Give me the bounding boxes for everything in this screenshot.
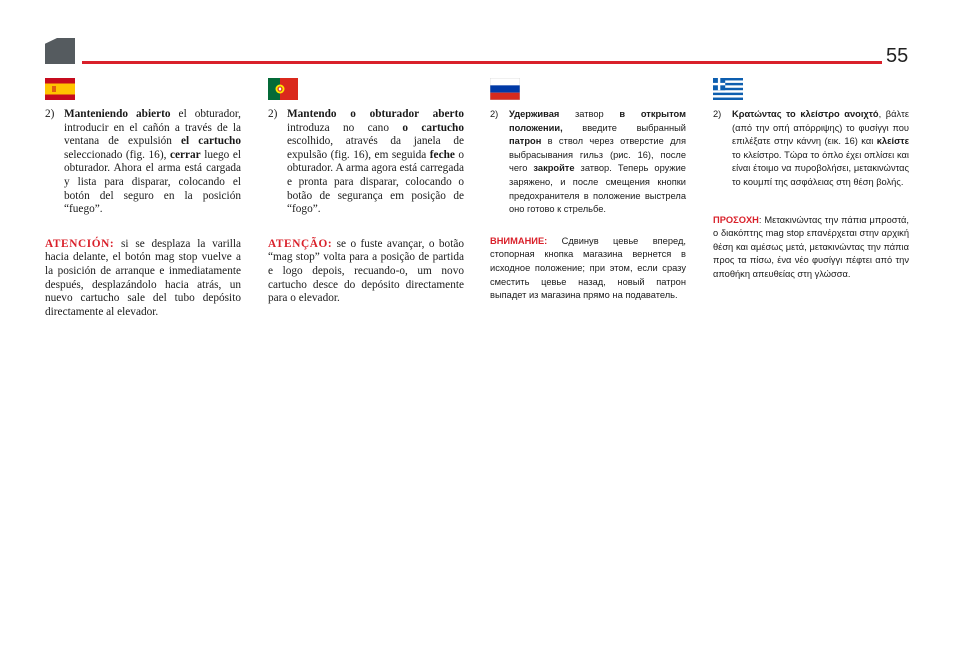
warning-label: ΠΡΟΣΟΧΗ bbox=[713, 214, 759, 225]
warning-paragraph: ВНИМАНИЕ: Сдвинув цевье вперед, стопорная кнопка магазина вернется в исходное положение; при этом, если сразу сместить цевье назад, новый патрон выпадет из магазина прямо на подаватель. bbox=[490, 235, 686, 301]
portugal-flag-icon bbox=[268, 78, 298, 100]
step-paragraph: 2) Mantendo o obturador aberto introduza no cano o cartucho escolhido, através da janela de expulsão (fig. 16), em seguida feche o obturador. A arma agora está carregada e pronta para disparar, colocando o botão de segurança em posição de “fogo”. bbox=[268, 108, 464, 216]
russia-flag-icon bbox=[490, 78, 520, 100]
step-paragraph: 2) Κρατώντας το κλείστρο ανοιχτό, βάλτε (από την οπή απόρριψης) το φυσίγγι που επιλέξατε στην κάννη (εικ. 16) και κλείστε το κλείστρο. Τώρα το όπλο έχει οπλίσει και είναι έτοιμο να πυροβολήσει, μετακινώντας το κουμπί της ασφάλειας στη θέση βολής. bbox=[713, 109, 909, 187]
column-russian bbox=[490, 78, 686, 303]
brand-logo bbox=[45, 38, 75, 64]
warning-paragraph: ATENÇÃO: se o fuste avançar, o botão “mag stop” volta para a posição de partida e logo depois, recuando-o, um novo cartucho desce do depósito directamente para o elevador. bbox=[268, 237, 464, 305]
warning-paragraph: ATENCIÓN: si se desplaza la varilla hacia delante, el botón mag stop vuelve a la posición de arranque e inmediatamente después, desplazándolo hacia atrás, un nuevo cartucho sale del tubo depósito directamente al elevador. bbox=[45, 237, 241, 318]
page-number: 55 bbox=[886, 45, 909, 67]
spain-flag-icon bbox=[45, 78, 75, 100]
step-paragraph: 2) Удерживая затвор в открытом положении, введите выбранный патрон в ствол через отверстие для выбрасывания гильз (рис. 16), после чего закройте затвор. Теперь оружие заряжено, и после смещения кнопки предохранителя в положение выстрела оно готово к стрельбе. bbox=[490, 109, 686, 215]
step-paragraph: 2) Manteniendo abierto el obturador, introducir en el cañón a través de la ventana de expulsión el cartucho seleccionado (fig. 16), cerrar luego el obturador. Ahora el arma está cargada y lista para disparar, colocando el botón del seguro en la posición “fuego”. bbox=[45, 108, 242, 216]
column-spanish bbox=[45, 78, 241, 319]
column-portuguese bbox=[268, 78, 464, 306]
greece-flag-icon bbox=[713, 78, 743, 100]
warning-label: ATENÇÃO: bbox=[268, 237, 333, 250]
column-greek bbox=[713, 78, 909, 282]
warning-label: ATENCIÓN: bbox=[45, 237, 115, 250]
header-rule bbox=[82, 61, 882, 64]
warning-paragraph: ΠΡΟΣΟΧΗ: Μετακινώντας την πάπια μπροστά, ο διακόπτης mag stop επανέρχεται στην αρχική θέση και αμέσως μετά, μετακινώντας την πάπια προς τα πίσω, ένα νέο φυσίγγι πέφτει από την αποθήκη απευθείας στη γλώσσα. bbox=[713, 214, 909, 279]
warning-label: ВНИМАНИЕ: bbox=[490, 235, 548, 246]
